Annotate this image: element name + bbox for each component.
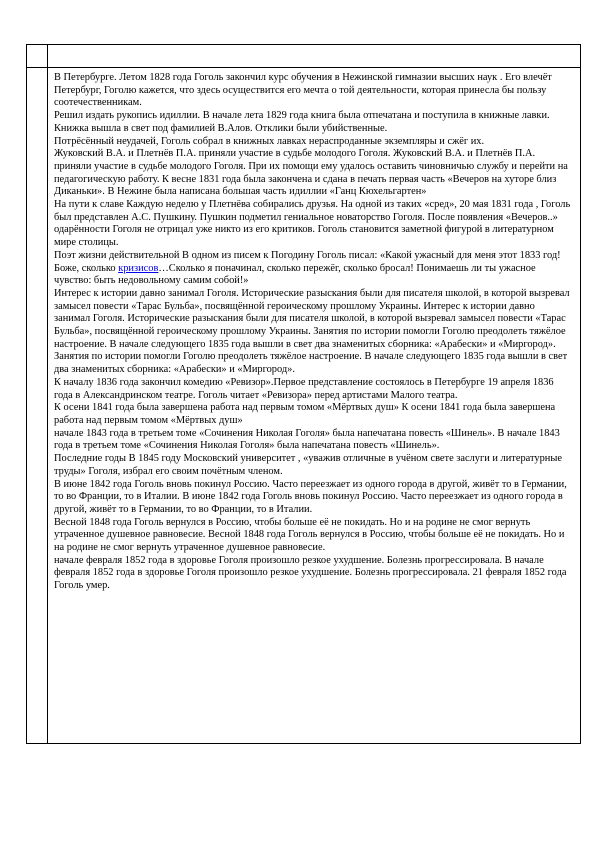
- column-divider: [47, 45, 48, 743]
- paragraph-poet-end: …Сколько я поначинал, сколько пережёг, сколько бросал! Понимаешь ли ты ужасное чувство: быть недовольному самим собой!»: [54, 262, 536, 287]
- crises-link[interactable]: кризисов: [118, 262, 159, 274]
- paragraph-dead-souls: К осени 1841 года была завершена работа над первым томом «Мёртвых душ» К осени 1841 года была завершена работа над первым томом «Мёртвых душ»: [54, 402, 556, 426]
- paragraph-idyll: Решил издать рукопись идиллии. В начале лета 1829 года книга была отпечатана и поступила в книжные лавки. Книжка вышла в свет под фамилией В.Алов. Отклики были убийственные.: [54, 110, 550, 134]
- paragraph-pushkin: На пути к славе Каждую неделю у Плетнёва собирались друзья. На одной из таких «сред», 20 мая 1831 года , Гоголь был представлен А.С. Пушкину. Пушкин подметил гениальное новаторство Гоголя. После появления «Вечеров..» одарённости Гоголя не отрицал уже никто из его критиков. Гоголь становится заметной фигурой в литературном мире столицы.: [54, 199, 571, 249]
- paragraph-petersburg: В Петербурге. Летом 1828 года Гоголь закончил курс обучения в Нежинской гимназии высших наук . Его влечёт Петербург, Гоголю кажется, что здесь осуществится его мечта о той деятельности, которая принесла бы пользу соотечественникам.: [54, 72, 552, 109]
- paragraph-zhukovsky: Жуковский В.А. и Плетнёв П.А. приняли участие в судьбе молодого Гоголя. Жуковский В.А. и Плетнёв П.А. приняли участие в судьбе молодого Гоголя. При их помощи ему удалось оставить чиновничью службу и перейти на педагогическую работу. К весне 1831 года была закончена и сдана в печать первая часть «Вечеров на хуторе близ Диканьки». В Нежине была написана большая часть идиллии «Ганц Кюхельгартен»: [54, 148, 568, 198]
- paragraph-overcoat: начале 1843 года в третьем томе «Сочинения Николая Гоголя» была напечатана повесть «Шинель». В начале 1843 года в третьем томе «Сочинения Николая Гоголя» была напечатана повесть «Шинель».: [54, 427, 560, 452]
- paragraph-poet: [54, 250, 572, 288]
- paragraph-left-russia: В июне 1842 года Гоголь вновь покинул Россию. Часто переезжает из одного города в другой, живёт то в Германии, то во Франции, то в Италии. В июне 1842 года Гоголь вновь покинул Россию. Часто переезжает из одного города в другой, живёт то в Германии, то во Франции, то в Италии.: [54, 478, 567, 515]
- paragraph-history: Интерес к истории давно занимал Гоголя. Исторические разыскания были для писателя школой, в которой вызревал замысел повести «Тарас Бульба», посвящённой героическому прошлому Украины. Интерес к истории давно занимал Гоголя. Исторические разыскания были для писателя школой, в которой вызревал замысел повести «Тарас Бульба», посвящённой героическому прошлому Украины. Занятия по истории помогли Гоголю преодолеть тяжёлое настроение. В начале следующего 1835 года вышли в свет два знаменитых сборника: «Арабески» и «Миргород». Занятия по истории помогли Гоголю преодолеть тяжёлое настроение. В начале следующего 1835 года вышли в свет два знаменитых сборника: «Арабески» и «Миргород».: [54, 287, 570, 376]
- paragraph-burned: Потрёсённый неудачей, Гоголь собрал в книжных лавках нераспроданные экземпляры и сжёг их.: [54, 135, 485, 147]
- paragraph-poet-start: Поэт жизни действительной В одном из писем к Погодину Гоголь писал: «Какой ужасный для меня этот 1833 год! Боже, сколько: [54, 249, 561, 274]
- biography-text-cell: [54, 72, 572, 741]
- paragraph-revizor: К началу 1836 года закончил комедию «Ревизор».Первое представление состоялось в Петербурге 19 апреля 1836 года в Александринском театре. Гоголь читает «Ревизора» перед артистами Малого театра.: [54, 376, 554, 401]
- paragraph-death: начале февраля 1852 года в здоровье Гоголя произошло резкое ухудшение. Болезнь прогрессировала. В начале февраля 1852 года в здоровье Гоголя произошло резкое ухудшение. Болезнь прогрессировала. 21 февраля 1852 года Гоголь умер.: [54, 554, 567, 592]
- paragraph-last-years: Последние годы В 1845 году Московский университет , «уважив отличные в учёном свете заслуги и литературные труды» Гоголя, избрал его своим почётным членом.: [54, 453, 562, 477]
- row-divider: [27, 67, 580, 68]
- table-frame: [26, 44, 581, 744]
- paragraph-return: Весной 1848 года Гоголь вернулся в Россию, чтобы больше её не покидать. Но и на родине не смог вернуть утраченное душевное равновесие. Весной 1848 года Гоголь вернулся в Россию, чтобы больше её не покидать. Но и на родине не смог вернуть утраченное душевное равновесие.: [54, 516, 565, 554]
